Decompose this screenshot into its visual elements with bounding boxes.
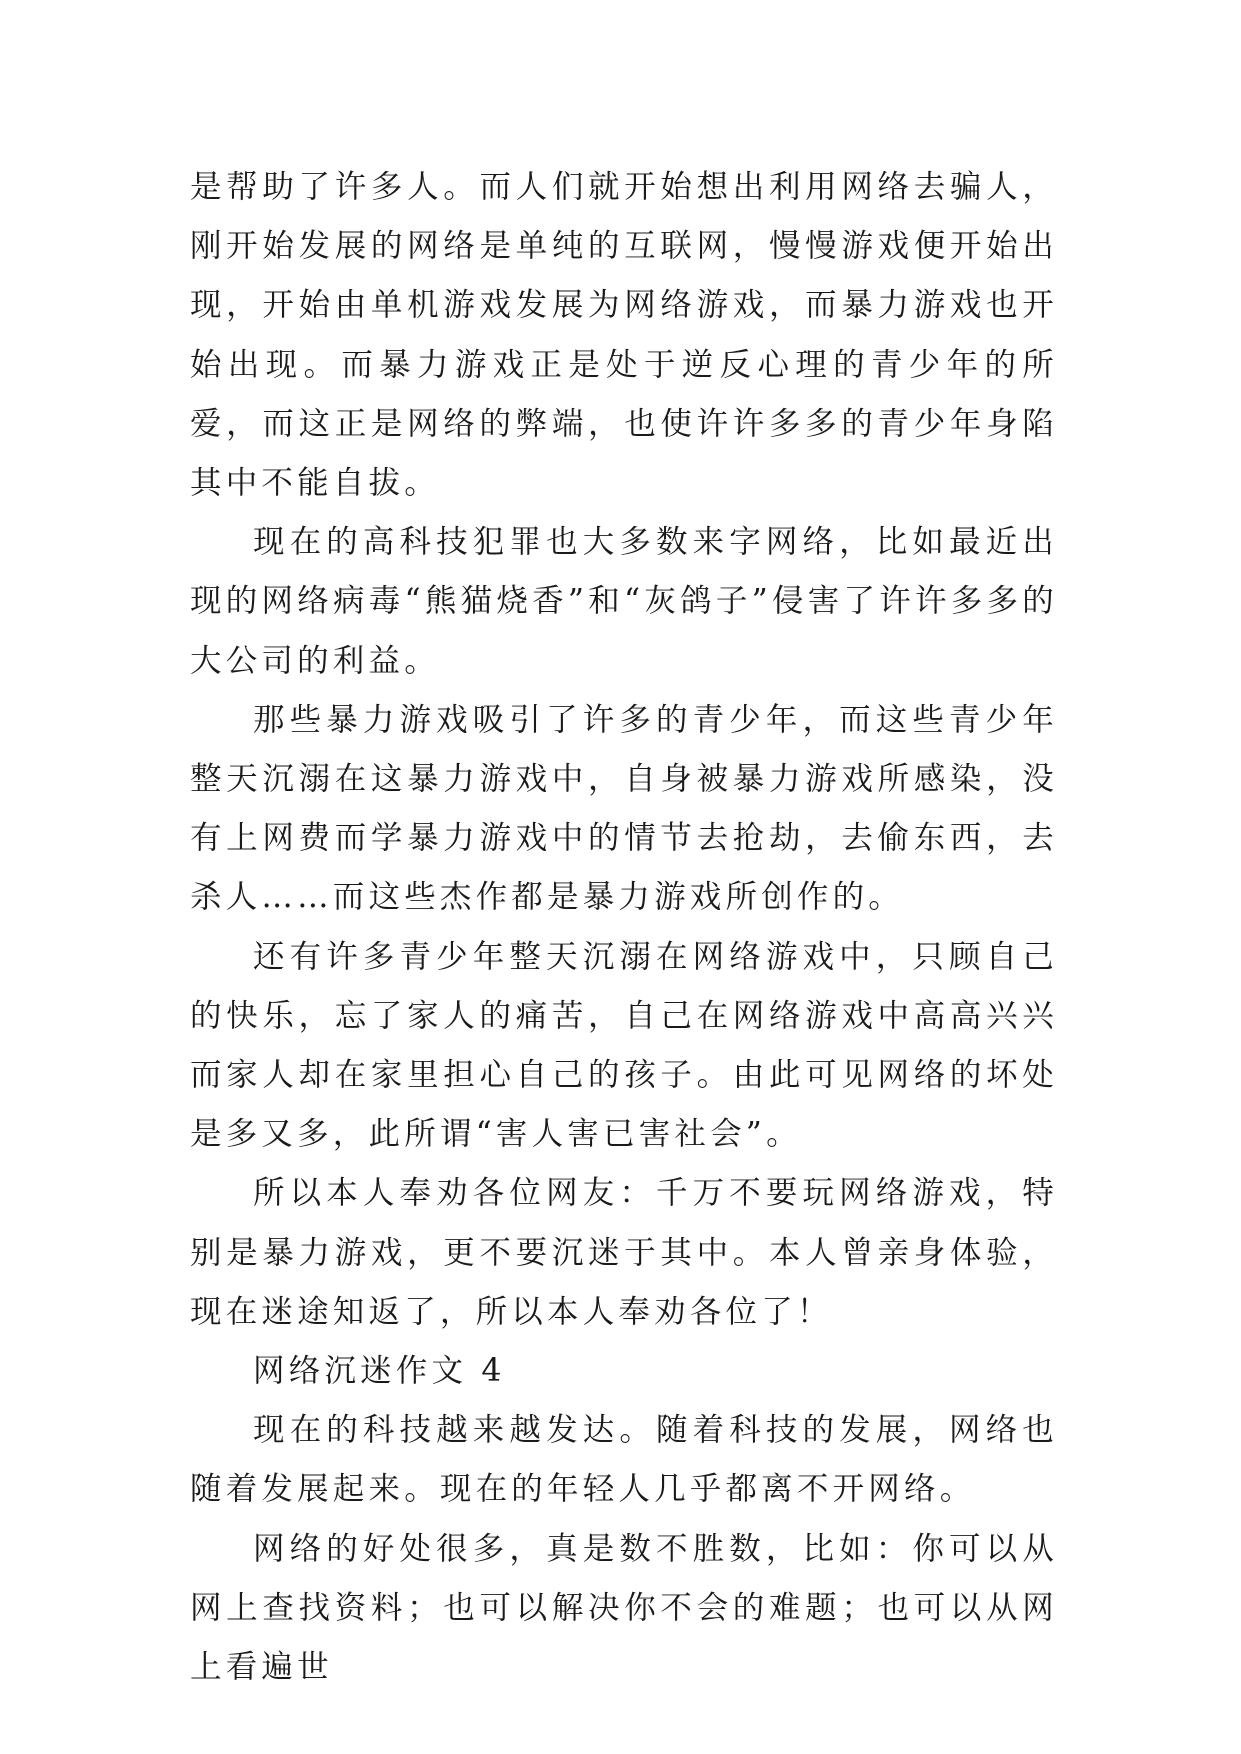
paragraph-2: 现在的高科技犯罪也大多数来字网络，比如最近出现的网络病毒“熊猫烧香”和“灰鸽子”侵害了许许多多的大公司的利益。 (190, 524, 1058, 679)
paragraph-7: 网络的好处很多，真是数不胜数，比如：你可以从网上查找资料；也可以解决你不会的难题；也可以从网上看遍世 (190, 1530, 1058, 1686)
paragraph-6: 现在的科技越来越发达。随着科技的发展，网络也随着发展起来。现在的年轻人几乎都离不开网络。 (190, 1412, 1058, 1508)
paragraph-1: 是帮助了许多人。而人们就开始想出利用网络去骗人，刚开始发展的网络是单纯的互联网，慢慢游戏便开始出现，开始由单机游戏发展为网络游戏，而暴力游戏也开始出现。而暴力游戏正是处于逆反心理的青少年的所爱，而这正是网络的弊端，也使许许多多的青少年身陷其中不能自拔。 (190, 169, 1058, 502)
section-heading: 网络沉迷作文 4 (253, 1353, 506, 1390)
paragraph-4: 还有许多青少年整天沉溺在网络游戏中，只顾自己的快乐，忘了家人的痛苦，自己在网络游戏中高高兴兴而家人却在家里担心自己的孩子。由此可见网络的坏处是多又多，此所谓“害人害已害社会”。 (190, 938, 1058, 1153)
document-body (190, 158, 1058, 1697)
paragraph-3: 那些暴力游戏吸引了许多的青少年，而这些青少年整天沉溺在这暴力游戏中，自身被暴力游戏所感染，没有上网费而学暴力游戏中的情节去抢劫，去偷东西，去杀人……而这些杰作都是暴力游戏所创作的。 (190, 701, 1058, 916)
paragraph-5: 所以本人奉劝各位网友：千万不要玩网络游戏，特别是暴力游戏，更不要沉迷于其中。本人曾亲身体验，现在迷途知返了，所以本人奉劝各位了！ (190, 1175, 1058, 1330)
